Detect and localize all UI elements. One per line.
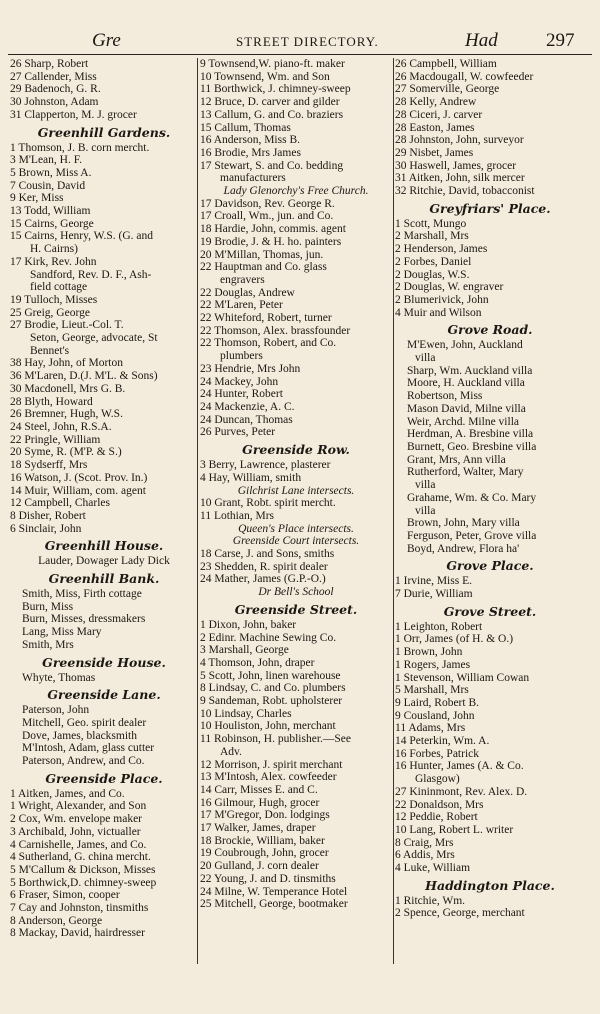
directory-entry: 22 Thomson, Alex. brassfounder: [200, 324, 351, 337]
directory-entry: 23 Shedden, R. spirit dealer: [200, 560, 328, 573]
directory-entry: 17 Davidson, Rev. George R.: [200, 197, 335, 210]
header-title: STREET DIRECTORY.: [236, 34, 379, 49]
directory-entry: 4 Muir and Wilson: [395, 306, 482, 319]
directory-entry: Burnett, Geo. Bresbine villa: [407, 440, 537, 453]
column-2: [200, 58, 392, 911]
directory-entry: 9 Ker, Miss: [10, 192, 64, 205]
directory-entry: 1 Leighton, Robert: [395, 620, 483, 633]
directory-entry: Robertson, Miss: [407, 390, 483, 403]
directory-entry: 7 Durie, William: [395, 588, 473, 601]
directory-entry: 1 Wright, Alexander, and Son: [10, 800, 147, 813]
directory-entry: 2 Blumerivick, John: [395, 293, 489, 306]
directory-entry: 2 Douglas, W.S.: [395, 268, 470, 281]
directory-entry: Sharp, Wm. Auckland villa: [407, 364, 533, 377]
directory-entry: 14 Peterkin, Wm. A.: [395, 735, 490, 748]
directory-note: Dr Bell's School: [258, 586, 334, 599]
directory-entry: 16 Forbes, Patrick: [395, 747, 480, 760]
directory-entry: 18 Hardie, John, commis. agent: [200, 223, 346, 236]
directory-entry: villa: [415, 352, 436, 365]
directory-entry: 19 Coubrough, John, grocer: [200, 847, 329, 860]
street-heading: Greenhill House.: [44, 538, 164, 554]
directory-entry: 27 Callender, Miss: [10, 70, 97, 83]
directory-entry: 13 Todd, William: [10, 205, 91, 218]
directory-entry: Lang, Miss Mary: [22, 626, 102, 639]
directory-entry: 9 Townsend,W. piano-ft. maker: [200, 58, 345, 70]
directory-entry: 31 Clapperton, M. J. grocer: [10, 108, 137, 121]
directory-entry: 20 Gulland, J. corn dealer: [200, 860, 319, 873]
street-heading: Greenside Place.: [45, 770, 163, 786]
directory-entry: 3 Archibald, John, victualler: [10, 825, 141, 838]
directory-entry: 10 Lang, Robert L. writer: [395, 823, 514, 836]
directory-entry: 26 Macdougall, W. cowfeeder: [395, 70, 534, 83]
directory-entry: Paterson, John: [22, 704, 90, 717]
directory-entry: 24 Milne, W. Temperance Hotel: [200, 885, 348, 898]
directory-entry: 23 Hendrie, Mrs John: [200, 362, 301, 375]
directory-entry: 22 Donaldson, Mrs: [395, 798, 484, 811]
directory-entry: 18 Carse, J. and Sons, smiths: [200, 548, 335, 561]
directory-entry: 18 Sydserff, Mrs: [10, 459, 88, 472]
directory-entry: 1 Irvine, Miss E.: [395, 575, 472, 588]
header-right-guide: Had: [465, 30, 498, 51]
directory-entry: 12 Peddie, Robert: [395, 811, 478, 824]
directory-entry: 10 Townsend, Wm. and Son: [200, 70, 330, 83]
street-heading: Greenside House.: [42, 654, 166, 670]
directory-entry: 1 Thomson, J. B. corn mercht.: [10, 141, 150, 154]
directory-entry: 13 M'Intosh, Alex. cowfeeder: [200, 771, 337, 784]
directory-entry: 16 Watson, J. (Scot. Prov. In.): [10, 471, 148, 484]
directory-entry: 24 Steel, John, R.S.A.: [10, 420, 112, 433]
directory-entry: 30 Macdonell, Mrs G. B.: [10, 382, 126, 395]
directory-entry: 20 Syme, R. (M'P. & S.): [10, 446, 122, 459]
directory-entry: 26 Bremner, Hugh, W.S.: [10, 408, 123, 421]
directory-entry: 8 Lindsay, C. and Co. plumbers: [200, 682, 346, 695]
directory-entry: Ferguson, Peter, Grove villa: [407, 529, 537, 542]
directory-entry: 28 Kelly, Andrew: [395, 96, 477, 109]
directory-entry: Mitchell, Geo. spirit dealer: [22, 716, 147, 729]
directory-entry: Dove, James, blacksmith: [22, 729, 137, 742]
street-heading: Greenhill Bank.: [48, 571, 160, 587]
street-heading: Grove Street.: [443, 603, 537, 619]
directory-entry: 28 Ciceri, J. carver: [395, 108, 483, 121]
directory-entry: Boyd, Andrew, Flora ha': [407, 542, 520, 555]
directory-entry: field cottage: [30, 281, 88, 294]
directory-entry: 3 M'Lean, H. F.: [10, 154, 83, 167]
directory-entry: H. Cairns): [30, 243, 78, 256]
directory-entry: Lauder, Dowager Lady Dick: [38, 555, 170, 568]
directory-entry: 4 Thomson, John, draper: [200, 656, 315, 669]
directory-entry: 8 Craig, Mrs: [395, 836, 454, 849]
directory-entry: 4 Hay, William, smith: [200, 471, 302, 484]
street-heading: Greenside Lane.: [47, 687, 161, 703]
column-1: [10, 58, 198, 940]
directory-entry: Burn, Miss: [22, 600, 74, 613]
directory-entry: 26 Purves, Peter: [200, 426, 276, 439]
directory-entry: Bennet's: [30, 344, 70, 357]
directory-entry: 27 Kininmont, Rev. Alex. D.: [395, 785, 528, 798]
directory-entry: 38 Hay, John, of Morton: [10, 357, 123, 370]
directory-entry: villa: [415, 479, 436, 492]
directory-entry: 5 Brown, Miss A.: [10, 166, 92, 179]
directory-entry: 28 Blyth, Howard: [10, 395, 93, 408]
directory-entry: 16 Gilmour, Hugh, grocer: [200, 796, 320, 809]
directory-entry: 5 Marshall, Mrs: [395, 684, 469, 697]
directory-entry: M'Ewen, John, Auckland: [407, 339, 523, 352]
directory-entry: 15 Cairns, Henry, W.S. (G. and: [10, 230, 153, 243]
directory-entry: 10 Lindsay, Charles: [200, 707, 292, 720]
directory-entry: 1 Orr, James (of H. & O.): [395, 633, 514, 646]
street-heading: Haddington Place.: [425, 877, 555, 893]
directory-entry: Brown, John, Mary villa: [407, 517, 520, 530]
directory-entry: 22 M'Laren, Peter: [200, 299, 283, 312]
directory-entry: 4 Carnishelle, James, and Co.: [10, 838, 147, 851]
street-heading: Greenhill Gardens.: [37, 124, 171, 140]
directory-entry: Rutherford, Walter, Mary: [407, 466, 524, 479]
directory-entry: Moore, H. Auckland villa: [407, 377, 525, 390]
street-heading: Greyfriars' Place.: [429, 200, 551, 216]
directory-entry: 12 Bruce, D. carver and gilder: [200, 96, 340, 109]
header-rule: [8, 54, 592, 55]
directory-entry: 2 Douglas, W. engraver: [395, 281, 504, 294]
directory-entry: 2 Forbes, Daniel: [395, 255, 472, 268]
directory-entry: 9 Cousland, John: [395, 709, 475, 722]
directory-entry: 36 M'Laren, D.(J. M'L. & Sons): [10, 370, 158, 383]
directory-entry: 7 Cousin, David: [10, 179, 86, 192]
directory-entry: Weir, Archd. Milne villa: [407, 415, 519, 428]
directory-entry: 13 Callum, G. and Co. braziers: [200, 108, 344, 121]
directory-entry: Grant, Mrs, Ann villa: [407, 453, 506, 466]
directory-entry: 9 Sandeman, Robt. upholsterer: [200, 695, 343, 708]
directory-entry: Glasgow): [415, 773, 460, 786]
directory-entry: Adv.: [220, 745, 242, 758]
directory-entry: 2 Spence, George, merchant: [395, 907, 525, 920]
directory-entry: 24 Mackey, John: [200, 375, 279, 388]
directory-entry: Seton, George, advocate, St: [30, 332, 158, 345]
directory-entry: 12 Morrison, J. spirit merchant: [200, 758, 343, 771]
column-3: [395, 58, 585, 920]
directory-entry: 17 M'Gregor, Don. lodgings: [200, 809, 330, 822]
directory-entry: 31 Aitken, John, silk mercer: [395, 172, 525, 185]
directory-entry: 22 Pringle, William: [10, 433, 101, 446]
directory-entry: 17 Kirk, Rev. John: [10, 255, 97, 268]
directory-entry: 22 Whiteford, Robert, turner: [200, 312, 332, 325]
directory-entry: villa: [415, 504, 436, 517]
directory-note: Gilchrist Lane intersects.: [237, 484, 355, 497]
directory-entry: 1 Stevenson, William Cowan: [395, 671, 530, 684]
directory-entry: 1 Scott, Mungo: [395, 217, 467, 230]
directory-entry: 24 Mackenzie, A. C.: [200, 400, 295, 413]
directory-entry: 27 Brodie, Lieut.-Col. T.: [10, 319, 124, 332]
directory-entry: Smith, Mrs: [22, 638, 74, 651]
street-heading: Grove Place.: [446, 558, 534, 574]
directory-entry: 30 Haswell, James, grocer: [395, 159, 517, 172]
directory-entry: 1 Rogers, James: [395, 658, 471, 671]
directory-note: Lady Glenorchy's Free Church.: [223, 185, 369, 198]
directory-entry: 19 Tulloch, Misses: [10, 293, 98, 306]
directory-entry: Smith, Miss, Firth cottage: [22, 588, 142, 601]
directory-entry: 8 Mackay, David, hairdresser: [10, 927, 145, 940]
page-header: [0, 28, 600, 54]
directory-entry: 1 Brown, John: [395, 646, 463, 659]
directory-entry: Burn, Misses, dressmakers: [22, 613, 146, 626]
directory-entry: 1 Ritchie, Wm.: [395, 894, 466, 907]
directory-entry: 18 Brockie, William, baker: [200, 834, 325, 847]
directory-entry: M'Intosh, Adam, glass cutter: [22, 742, 155, 755]
column-divider: [393, 58, 394, 964]
directory-entry: 3 Marshall, George: [200, 644, 289, 657]
directory-entry: 25 Greig, George: [10, 306, 90, 319]
directory-entry: 17 Walker, James, draper: [200, 822, 316, 835]
directory-entry: 16 Hunter, James (A. & Co.: [395, 760, 524, 773]
directory-entry: 8 Anderson, George: [10, 914, 103, 927]
street-heading: Grove Road.: [447, 322, 533, 338]
directory-entry: Sandford, Rev. D. F., Ash-: [30, 268, 152, 281]
directory-entry: engravers: [220, 273, 265, 286]
directory-entry: 2 Edinr. Machine Sewing Co.: [200, 631, 337, 644]
directory-entry: 11 Lothian, Mrs: [200, 509, 274, 522]
directory-entry: 32 Ritchie, David, tobacconist: [395, 185, 535, 198]
directory-entry: 24 Mather, James (G.P.-O.): [200, 573, 326, 586]
directory-entry: 10 Houliston, John, merchant: [200, 720, 336, 733]
directory-entry: 14 Carr, Misses E. and C.: [200, 783, 318, 796]
directory-entry: 22 Thomson, Robert, and Co.: [200, 337, 337, 350]
directory-entry: 22 Young, J. and D. tinsmiths: [200, 872, 336, 885]
directory-entry: 1 Dixon, John, baker: [200, 618, 297, 631]
directory-entry: 24 Hunter, Robert: [200, 388, 283, 401]
directory-entry: 22 Douglas, Andrew: [200, 286, 295, 299]
directory-entry: 28 Easton, James: [395, 121, 475, 134]
directory-entry: 11 Borthwick, J. chimney-sweep: [200, 83, 351, 96]
directory-entry: 22 Hauptman and Co. glass: [200, 261, 327, 274]
directory-entry: 5 Scott, John, linen warehouse: [200, 669, 341, 682]
directory-entry: 8 Disher, Robert: [10, 509, 86, 522]
directory-entry: 6 Addis, Mrs: [395, 849, 455, 862]
directory-entry: manufacturers: [220, 172, 286, 185]
directory-entry: 2 Henderson, James: [395, 243, 488, 256]
directory-entry: 16 Brodie, Mrs James: [200, 146, 301, 159]
header-left-guide: Gre: [92, 30, 121, 51]
directory-entry: Grahame, Wm. & Co. Mary: [407, 491, 537, 504]
street-heading: Greenside Row.: [242, 442, 350, 458]
directory-entry: 29 Nisbet, James: [395, 146, 474, 159]
directory-entry: 15 Callum, Thomas: [200, 121, 291, 134]
directory-entry: 4 Sutherland, G. china mercht.: [10, 851, 151, 864]
directory-entry: 26 Sharp, Robert: [10, 58, 89, 70]
directory-entry: Paterson, Andrew, and Co.: [22, 755, 145, 768]
directory-note: Greenside Court intersects.: [232, 535, 360, 548]
directory-entry: 17 Croall, Wm., jun. and Co.: [200, 210, 334, 223]
directory-entry: 5 M'Callum & Dickson, Misses: [10, 863, 156, 876]
directory-entry: 24 Duncan, Thomas: [200, 413, 293, 426]
directory-entry: 7 Cay and Johnston, tinsmiths: [10, 902, 149, 915]
directory-entry: 26 Campbell, William: [395, 58, 497, 70]
directory-entry: Whyte, Thomas: [22, 671, 96, 684]
directory-entry: 11 Adams, Mrs: [395, 722, 466, 735]
directory-entry: 16 Anderson, Miss B.: [200, 134, 300, 147]
directory-note: Queen's Place intersects.: [238, 522, 354, 535]
directory-entry: 2 Cox, Wm. envelope maker: [10, 813, 143, 826]
directory-entry: 25 Mitchell, George, bootmaker: [200, 898, 348, 911]
directory-entry: 5 Borthwick,D. chimney-sweep: [10, 876, 157, 889]
directory-entry: 6 Fraser, Simon, cooper: [10, 889, 120, 902]
directory-entry: 3 Berry, Lawrence, plasterer: [200, 459, 331, 472]
directory-entry: 28 Johnston, John, surveyor: [395, 134, 524, 147]
directory-entry: 15 Cairns, George: [10, 217, 94, 230]
directory-entry: Herdman, A. Bresbine villa: [407, 428, 534, 441]
directory-entry: 9 Laird, Robert B.: [395, 696, 479, 709]
directory-entry: 14 Muir, William, com. agent: [10, 484, 146, 497]
directory-entry: 6 Sinclair, John: [10, 522, 82, 535]
directory-entry: 17 Stewart, S. and Co. bedding: [200, 159, 344, 172]
directory-entry: plumbers: [220, 350, 263, 363]
directory-entry: 4 Luke, William: [395, 862, 471, 875]
directory-entry: 2 Marshall, Mrs: [395, 230, 469, 243]
directory-entry: 12 Campbell, Charles: [10, 497, 110, 510]
directory-entry: 11 Robinson, H. publisher.—See: [200, 733, 351, 746]
street-heading: Greenside Street.: [234, 601, 358, 617]
directory-entry: 1 Aitken, James, and Co.: [10, 787, 125, 800]
directory-entry: 19 Brodie, J. & H. ho. painters: [200, 235, 342, 248]
directory-entry: 29 Badenoch, G. R.: [10, 83, 101, 96]
page-number: 297: [546, 30, 575, 51]
directory-entry: 20 M'Millan, Thomas, jun.: [200, 248, 324, 261]
directory-entry: 27 Somerville, George: [395, 83, 500, 96]
directory-entry: Mason David, Milne villa: [407, 402, 526, 415]
directory-entry: 30 Johnston, Adam: [10, 96, 99, 109]
directory-entry: 10 Grant, Robt. spirit mercht.: [200, 497, 336, 510]
